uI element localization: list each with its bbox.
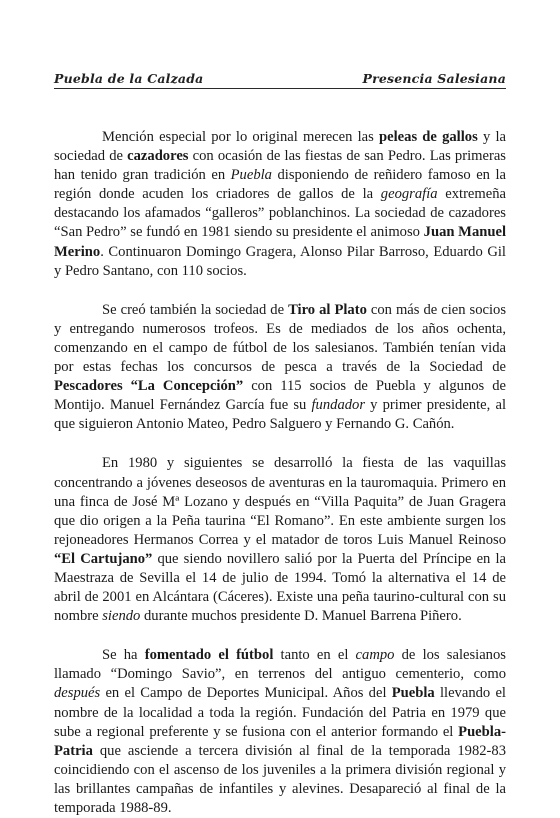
text-run: con 115 socios de Puebla y algunos de Montijo. Manuel Fernández García fue su <box>54 378 506 414</box>
text-run: Se creó también la sociedad de <box>102 301 289 318</box>
text-run: disponiendo de reñidero famoso en la región donde acuden los criadores de gallos de la <box>54 167 506 203</box>
text-run: que asciende a tercera división al final de la temporada 1982-83 coincidiendo con el ascenso de los juveniles a la primera división regional y las brillantes campañas de infantiles y alevines. Desapareció al final de la temporada 1988-89. <box>54 742 506 816</box>
bold-phrase: Puebla <box>391 685 435 702</box>
text-run: con más de cien socios y entregando numerosos trofeos. Es de mediados de los años ochenta, comenzando en el campo de fútbol de los salesianos. También tenían vida por estas fechas los concursos de pesca a través de la Sociedad de <box>54 301 507 376</box>
bold-phrase: cazadores <box>127 148 189 165</box>
running-header <box>54 66 506 89</box>
bold-phrase: Puebla-Patria <box>54 723 506 759</box>
text-run: en el Campo de Deportes Municipal. Años del <box>100 685 392 702</box>
italic-phrase: geografía <box>380 186 438 203</box>
italic-phrase: Puebla <box>230 167 272 184</box>
bold-phrase: Pescadores “La Concepción” <box>54 378 244 395</box>
bold-phrase: Juan Manuel Merino <box>54 224 507 260</box>
header-right-title: Presencia Salesiana <box>362 71 506 86</box>
text-run: En 1980 y siguientes se desarrolló la fiesta de las vaquillas concentrando a jóvenes deseosos de aventuras en la tauromaquia. Primero en una finca de José Mª Lozano y después en “Villa Paquita” de Juan Gragera que dio origen a la Peña taurina “El Romano”. En este ambiente surgen los rejoneadores Hermanos Correa y el matador de toros Luis Manuel Reinoso <box>54 455 506 548</box>
italic-phrase: fundador <box>311 397 366 414</box>
text-run: Mención especial por lo original merecen las <box>102 129 380 145</box>
text-run: durante muchos presidente D. Manuel Barrena Piñero. <box>140 608 462 625</box>
italic-phrase: siendo <box>102 608 141 625</box>
italic-phrase: después <box>54 685 101 702</box>
text-run: que siendo novillero salió por la Puerta del Príncipe en la Maestraza de Sevilla el 14 de julio de 1994. Tomó la alternativa el 14 de abril de 2001 en Alcántara (Cáceres). Existe una peña taurino-cultural con su nombre <box>54 550 506 625</box>
text-run: de los salesianos llamado “Domingo Savio”, en terrenos del antiguo cementerio, como <box>54 647 506 683</box>
text-run: tanto en el <box>273 647 356 664</box>
italic-phrase: campo <box>355 647 395 664</box>
text-run: extremeña destacando los afamados “galleros” poblanchinos. La sociedad de cazadores “San Pedro” se fundó en 1981 siendo su presidente el animoso <box>54 186 507 241</box>
paragraph-tiro-al-plato <box>54 301 506 435</box>
paragraph-gallos <box>54 128 506 281</box>
paragraph-vaquillas <box>54 454 506 626</box>
paragraph-futbol <box>54 646 506 818</box>
body-text <box>54 128 506 818</box>
text-run: Se ha <box>102 647 145 664</box>
text-run: y la sociedad de <box>54 129 506 165</box>
text-run: y primer presidente, al que siguieron Antonio Mateo, Pedro Salguero y Fernando G. Cañón. <box>54 397 507 433</box>
text-run: con ocasión de las fiestas de san Pedro. Las primeras han tenido gran tradición en <box>54 148 506 184</box>
bold-phrase: Tiro al Plato <box>288 301 367 318</box>
bold-phrase: fomentado el fútbol <box>144 647 274 664</box>
bold-phrase: peleas de gallos <box>379 129 478 145</box>
bold-phrase: “El Cartujano” <box>54 550 153 567</box>
text-run: llevando el nombre de la localidad a toda la región. Fundación del Patria en 1979 que sube a regional preferente y se fusiona con el anterior formando el <box>54 685 506 740</box>
text-run: . Continuaron Domingo Gragera, Alonso Pilar Barroso, Eduardo Gil y Pedro Santano, con 110 socios. <box>54 243 506 279</box>
header-left-title: Puebla de la Calzada <box>54 71 204 86</box>
